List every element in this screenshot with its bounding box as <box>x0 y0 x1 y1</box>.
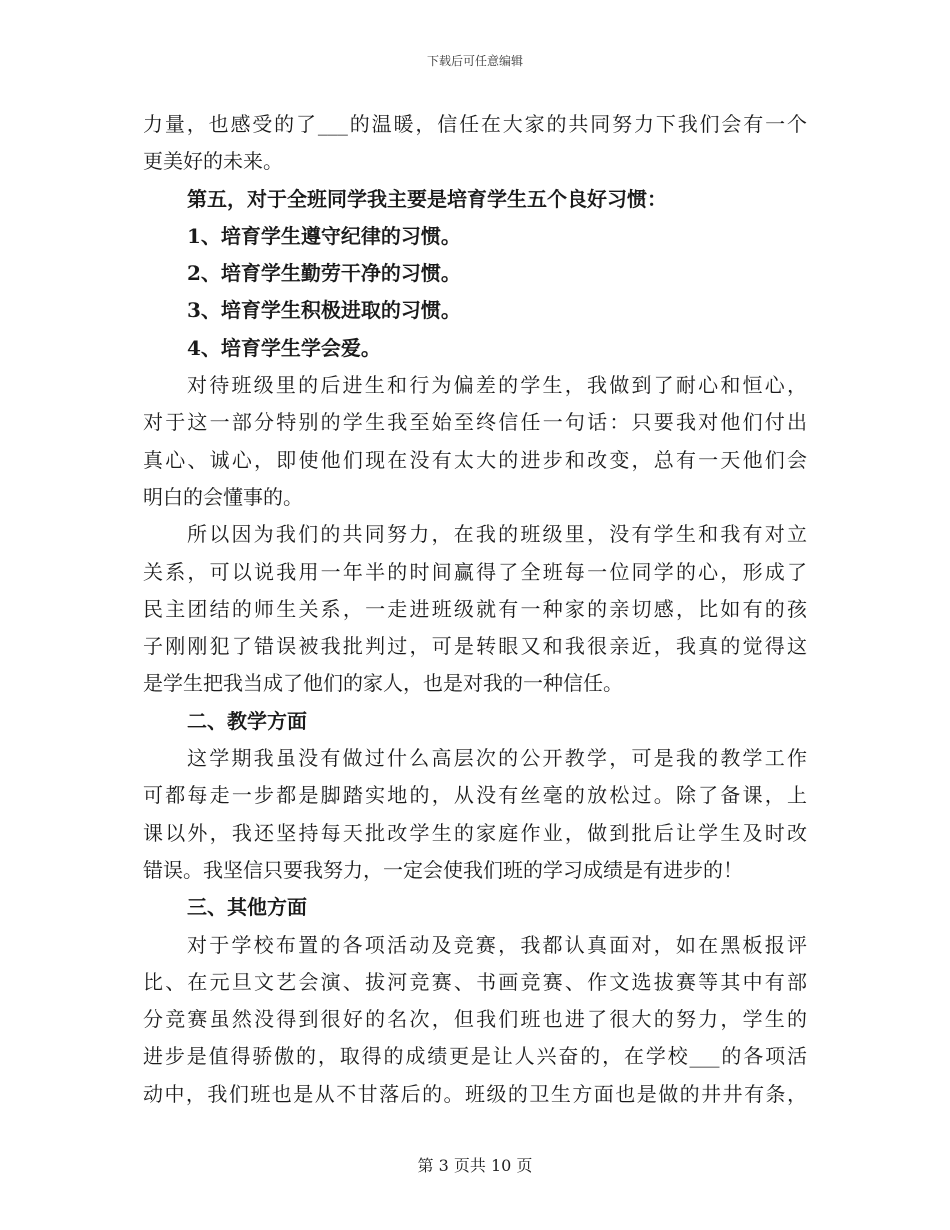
heading-line: 二、教学方面 <box>187 708 307 733</box>
page-header: 下载后可任意编辑 <box>426 54 523 68</box>
text-line: 对待班级里的后进生和行为偏差的学生，我做到了耐心和恒心， <box>187 373 807 398</box>
text-line: 分竞赛虽然没得到很好的名次，但我们班也进了很大的努力，学生的 <box>143 1007 807 1032</box>
text-line: 课以外，我还坚持每天批改学生的家庭作业，做到批后让学生及时改 <box>143 820 807 845</box>
text-line: 错误。我坚信只要我努力，一定会使我们班的学习成绩是有进步的！ <box>143 857 743 882</box>
text-line: 关系，可以说我用一年半的时间赢得了全班每一位同学的心，形成了 <box>143 559 807 584</box>
text-line: 是学生把我当成了他们的家人，也是对我的一种信任。 <box>143 671 623 696</box>
text-line: 进步是值得骄傲的，取得的成绩更是让人兴奋的，在学校___的各项活 <box>143 1044 807 1069</box>
text-line: 子刚刚犯了错误被我批判过，可是转眼又和我很亲近，我真的觉得这 <box>143 634 807 659</box>
text-line: 对于学校布置的各项活动及竞赛，我都认真面对，如在黑板报评 <box>187 932 807 957</box>
text-line: 所以因为我们的共同努力，在我的班级里，没有学生和我有对立 <box>187 522 807 547</box>
heading-line: 三、其他方面 <box>187 895 307 920</box>
text-line: 更美好的未来。 <box>143 149 283 174</box>
page-footer: 第 3 页共 10 页 <box>417 1156 533 1175</box>
heading-line: 4、培育学生学会爱。 <box>187 335 381 360</box>
text-line: 对于这一部分特别的学生我至始至终信任一句话：只要我对他们付出 <box>143 410 807 435</box>
heading-line: 1、培育学生遵守纪律的习惯。 <box>187 223 461 248</box>
text-line: 这学期我虽没有做过什么高层次的公开教学，可是我的教学工作 <box>187 746 807 771</box>
document-body <box>143 106 807 1113</box>
text-line: 动中，我们班也是从不甘落后的。班级的卫生方面也是做的井井有条， <box>143 1081 807 1106</box>
heading-line: 第五，对于全班同学我主要是培育学生五个良好习惯： <box>187 186 667 211</box>
text-line: 民主团结的师生关系，一走进班级就有一种家的亲切感，比如有的孩 <box>143 596 807 621</box>
text-line: 真心、诚心，即使他们现在没有太大的进步和改变，总有一天他们会 <box>143 447 807 472</box>
text-line: 比、在元旦文艺会演、拔河竞赛、书画竞赛、作文选拔赛等其中有部 <box>143 969 807 994</box>
heading-line: 2、培育学生勤劳干净的习惯。 <box>187 261 461 286</box>
text-line: 明白的会懂事的。 <box>143 484 303 509</box>
text-line: 可都每走一步都是脚踏实地的，从没有丝毫的放松过。除了备课，上 <box>143 783 807 808</box>
text-line: 力量，也感受的了___的温暖，信任在大家的共同努力下我们会有一个 <box>143 112 807 136</box>
heading-line: 3、培育学生积极进取的习惯。 <box>187 298 461 323</box>
